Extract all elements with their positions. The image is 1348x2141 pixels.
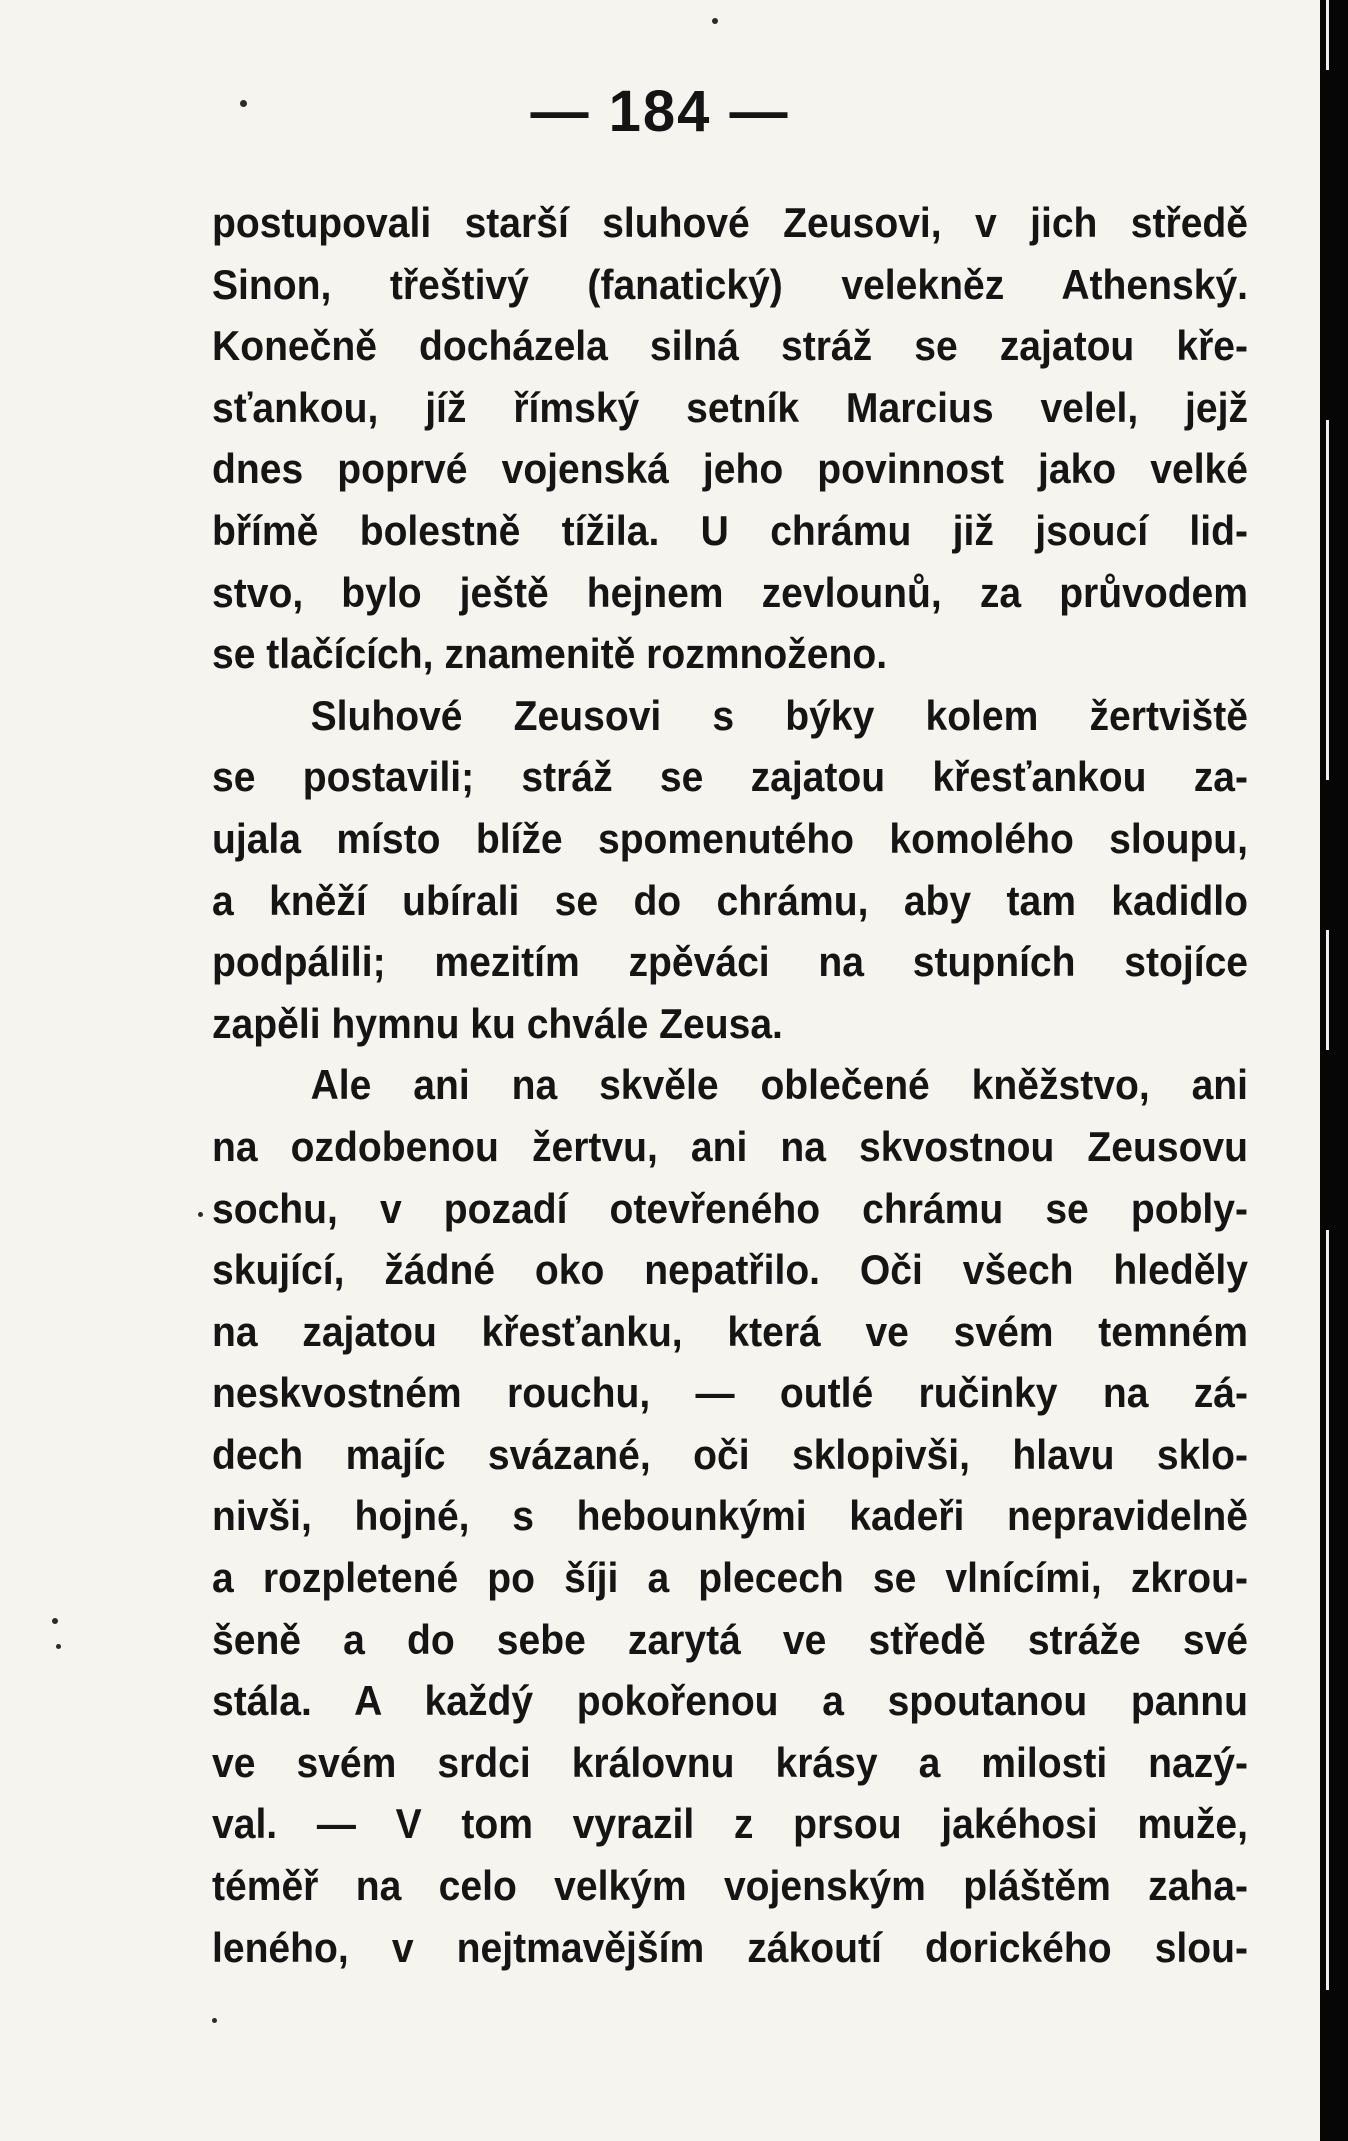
print-speck xyxy=(198,1212,203,1217)
text-line: podpálili; mezitím zpěváci na stupních stojíce xyxy=(212,938,1249,986)
text-line: ve svém srdci královnu krásy a milosti nazý- xyxy=(212,1738,1249,1786)
scan-streak xyxy=(1326,930,1329,1050)
text-line: břímě bolestně tížila. U chrámu již jsoucí lid- xyxy=(212,506,1249,554)
text-line: neskvostném rouchu, — outlé ručinky na zá- xyxy=(212,1369,1249,1417)
text-line: stvo, bylo ještě hejnem zevlounů, za průvodem xyxy=(212,568,1249,616)
scan-streak xyxy=(1326,420,1329,780)
paragraph-end-line: zapěli hymnu ku chvále Zeusa. xyxy=(212,999,783,1047)
paragraph-start-line: Sluhové Zeusovi s býky kolem žertviště xyxy=(310,691,1249,739)
text-line: dech majíc svázané, oči sklopivši, hlavu sklo- xyxy=(212,1430,1249,1478)
text-line: Konečně docházela silná stráž se zajatou kře- xyxy=(212,322,1249,370)
text-line: na zajatou křesťanku, která ve svém temném xyxy=(212,1307,1249,1355)
print-speck xyxy=(52,1618,58,1624)
text-line: na ozdobenou žertvu, ani na skvostnou Zeusovu xyxy=(212,1122,1249,1170)
paragraph-end-line: se tlačících, znamenitě rozmnoženo. xyxy=(212,630,888,678)
print-speck xyxy=(712,18,718,24)
print-speck xyxy=(212,2018,217,2023)
text-line: se postavili; stráž se zajatou křesťankou za- xyxy=(212,753,1249,801)
text-line: ujala místo blíže spomenutého komolého sloupu, xyxy=(212,814,1249,862)
print-speck xyxy=(240,100,247,107)
text-line: téměř na celo velkým vojenským pláštěm zaha- xyxy=(212,1862,1249,1910)
text-line: skující, žádné oko nepatřilo. Oči všech hleděly xyxy=(212,1246,1249,1294)
text-line: sochu, v pozadí otevřeného chrámu se pobly- xyxy=(212,1184,1249,1232)
text-line: dnes poprvé vojenská jeho povinnost jako velké xyxy=(212,445,1249,493)
text-line: Sinon, třeštivý (fanatický) velekněz Athenský. xyxy=(212,260,1249,308)
text-line: postupovali starší sluhové Zeusovi, v jich středě xyxy=(212,199,1249,246)
text-line: val. — V tom vyrazil z prsou jakéhosi muže, xyxy=(212,1800,1249,1848)
text-line: a kněží ubírali se do chrámu, aby tam kadidlo xyxy=(212,876,1249,924)
paragraph-start-line: Ale ani na skvěle oblečené kněžstvo, ani xyxy=(310,1061,1249,1109)
text-line: leného, v nejtmavějším zákoutí dorického slou- xyxy=(212,1923,1249,1971)
text-line: šeně a do sebe zarytá ve středě stráže své xyxy=(212,1615,1249,1663)
body-text xyxy=(212,192,1248,1978)
scan-edge xyxy=(1320,0,1348,2141)
text-line: sťankou, jíž římský setník Marcius velel, jejž xyxy=(212,383,1249,431)
text-line: stála. A každý pokořenou a spoutanou pannu xyxy=(212,1677,1249,1725)
page-number: — 184 — xyxy=(530,79,790,144)
text-line: nivši, hojné, s hebounkými kadeři nepravidelně xyxy=(212,1492,1249,1540)
scan-streak xyxy=(1326,0,1329,70)
print-speck xyxy=(56,1644,61,1649)
text-line: a rozpletené po šíji a plecech se vlnícími, zkrou- xyxy=(212,1554,1249,1602)
scan-streak xyxy=(1326,1230,1329,1990)
